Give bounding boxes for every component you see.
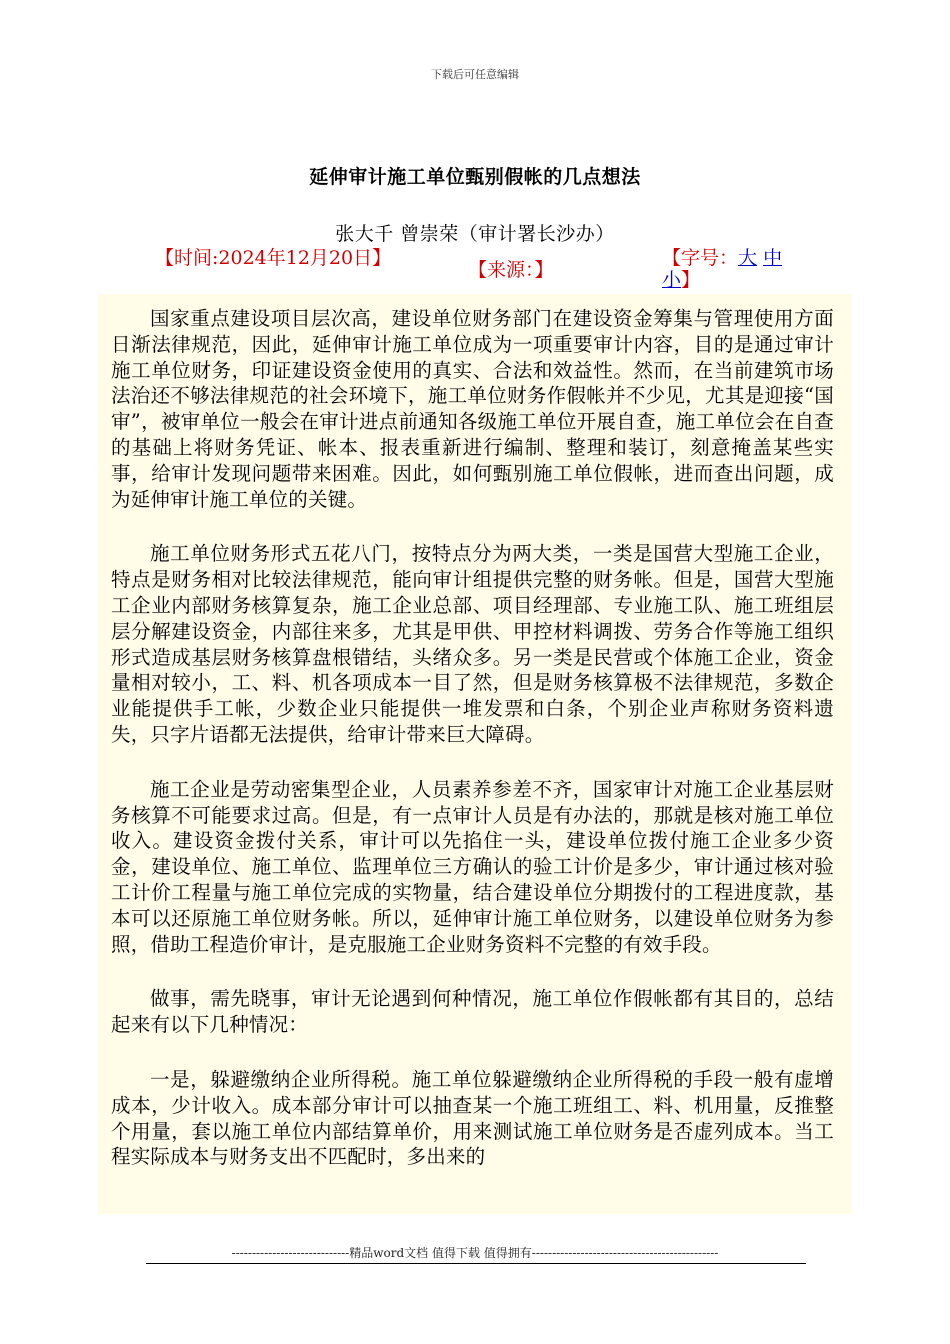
footer-text: -----------------------------精品word文档 值得下载 值得拥有---------------------------------------------- xyxy=(231,1246,719,1260)
paragraph-5: 一是，躲避缴纳企业所得税。施工单位躲避缴纳企业所得税的手段一般有虚增成本，少计收入。成本部分审计可以抽查某一个施工班组工、料、机用量，反推整个用量，套以施工单位内部结算单价，用来测试施工单位财务是否虚列成本。当工程实际成本与财务支出不匹配时，多出来的 xyxy=(111,1067,834,1169)
paragraph-2: 施工单位财务形式五花八门，按特点分为两大类，一类是国营大型施工企业，特点是财务相对比较法律规范，能向审计组提供完整的财务帐。但是，国营大型施工企业内部财务核算复杂，施工企业总部、项目经理部、专业施工队、施工班组层层分解建设资金，内部往来多，尤其是甲供、甲控材料调拨、劳务合作等施工组织形式造成基层财务核算盘根错结，头绪众多。另一类是民营或个体施工企业，资金量相对较小，工、料、机各项成本一目了然，但是财务核算极不法律规范，多数企业能提供手工帐，少数企业只能提供一堆发票和白条，个别企业声称财务资料遗失，只字片语都无法提供，给审计带来巨大障碍。 xyxy=(111,542,834,746)
font-size-suffix: 】 xyxy=(681,269,701,291)
article-body xyxy=(98,294,852,1214)
font-size-medium-link[interactable]: 中 xyxy=(763,247,783,269)
font-size-selector xyxy=(662,247,812,291)
article-title: 延伸审计施工单位甄别假帐的几点想法 xyxy=(309,166,641,188)
font-size-prefix: 【字号： xyxy=(662,247,739,269)
paragraph-4: 做事，需先晓事，审计无论遇到何种情况，施工单位作假帐都有其目的，总结起来有以下几种情况： xyxy=(111,987,834,1037)
footer-divider xyxy=(146,1263,806,1264)
header-note: 下载后可任意编辑 xyxy=(431,68,519,81)
paragraph-3: 施工企业是劳动密集型企业，人员素养参差不齐，国家审计对施工企业基层财务核算不可能要求过高。但是，有一点审计人员是有办法的，那就是核对施工单位收入。建设资金拨付关系，审计可以先掐住一头，建设单位拨付施工企业多少资金，建设单位、施工单位、监理单位三方确认的验工计价是多少，审计通过核对验工计价工程量与施工单位完成的实物量，结合建设单位分期拨付的工程进度款，基本可以还原施工单位财务帐。所以，延伸审计施工单位财务，以建设单位财务为参照，借助工程造价审计，是克服施工企业财务资料不完整的有效手段。 xyxy=(111,777,834,956)
font-size-small-link[interactable]: 小 xyxy=(662,269,682,291)
font-size-large-link[interactable]: 大 xyxy=(738,247,758,269)
paragraph-1: 国家重点建设项目层次高，建设单位财务部门在建设资金筹集与管理使用方面日渐法律规范，因此，延伸审计施工单位成为一项重要审计内容，目的是通过审计施工单位财务，印证建设资金使用的真实、合法和效益性。然而，在当前建筑市场法治还不够法律规范的社会环境下，施工单位财务作假帐并不少见，尤其是迎接“国审”，被审单位一般会在审计进点前通知各级施工单位开展自查，施工单位会在自查的基础上将财务凭证、帐本、报表重新进行编制、整理和装订，刻意掩盖某些实事，给审计发现问题带来困难。因此，如何甄别施工单位假帐，进而查出问题，成为延伸审计施工单位的关键。 xyxy=(111,307,834,511)
publish-time: 【时间:2024年12月20日】 xyxy=(155,247,392,269)
source-label: 【来源：】 xyxy=(468,259,554,281)
article-author: 张大千 曾崇荣（审计署长沙办） xyxy=(335,223,615,245)
